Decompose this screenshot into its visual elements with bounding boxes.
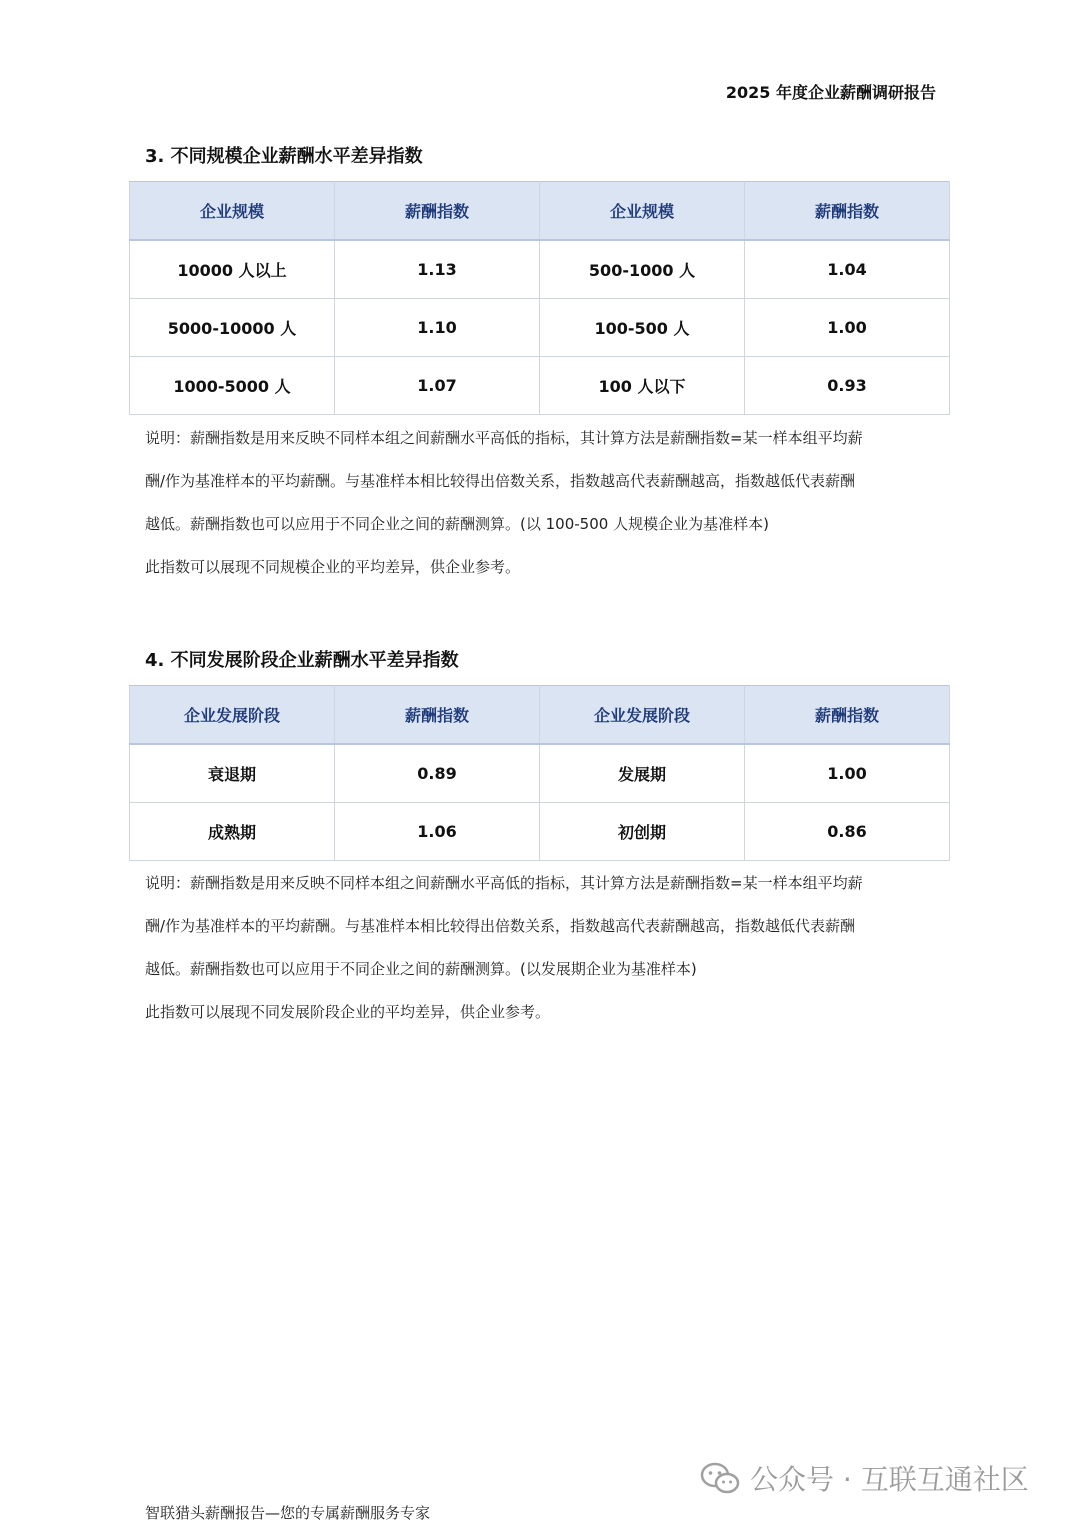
table-cell: 1.00 (745, 299, 950, 357)
note-line: 酬/作为基准样本的平均薪酬。与基准样本相比较得出倍数关系，指数越高代表薪酬越高，指数越低代表薪酬 (145, 472, 856, 490)
note-line: 说明：薪酬指数是用来反映不同样本组之间薪酬水平高低的指标，其计算方法是薪酬指数=某一样本组平均薪 (145, 429, 863, 447)
section-3-title: 3. 不同规模企业薪酬水平差异指数 (145, 146, 423, 167)
table-cell: 100-500 人 (540, 299, 745, 357)
column-header: 企业规模 (130, 182, 335, 241)
column-header: 薪酬指数 (335, 686, 540, 745)
table-cell: 1.10 (335, 299, 540, 357)
table-cell: 0.93 (745, 357, 950, 415)
table-cell: 1.13 (335, 240, 540, 299)
page-footer: 智联猎头薪酬报告—您的专属薪酬服务专家 (145, 1504, 431, 1522)
watermark (700, 1458, 1029, 1498)
note-line: 酬/作为基准样本的平均薪酬。与基准样本相比较得出倍数关系，指数越高代表薪酬越高，指数越低代表薪酬 (145, 917, 856, 935)
column-header: 企业发展阶段 (130, 686, 335, 745)
note-line: 越低。薪酬指数也可以应用于不同企业之间的薪酬测算。(以 100-500 人规模企业为基准样本) (145, 515, 769, 533)
table-header-row (130, 182, 950, 241)
column-header: 薪酬指数 (745, 686, 950, 745)
section-4-title: 4. 不同发展阶段企业薪酬水平差异指数 (145, 650, 459, 671)
table-cell: 1.04 (745, 240, 950, 299)
table-cell: 1000-5000 人 (130, 357, 335, 415)
section-3-note (145, 417, 935, 589)
table-cell: 初创期 (540, 803, 745, 861)
table-cell: 1.06 (335, 803, 540, 861)
column-header: 薪酬指数 (335, 182, 540, 241)
table-cell: 100 人以下 (540, 357, 745, 415)
section-4-note (145, 862, 935, 1034)
table-row (130, 744, 950, 803)
column-header: 薪酬指数 (745, 182, 950, 241)
table-cell: 500-1000 人 (540, 240, 745, 299)
wechat-icon (700, 1461, 740, 1495)
table-cell: 0.89 (335, 744, 540, 803)
table-cell: 1.00 (745, 744, 950, 803)
note-line: 越低。薪酬指数也可以应用于不同企业之间的薪酬测算。(以发展期企业为基准样本) (145, 960, 697, 978)
table-row (130, 803, 950, 861)
table-row (130, 299, 950, 357)
note-line: 说明：薪酬指数是用来反映不同样本组之间薪酬水平高低的指标，其计算方法是薪酬指数=某一样本组平均薪 (145, 874, 863, 892)
table-cell: 1.07 (335, 357, 540, 415)
page-header-title: 2025 年度企业薪酬调研报告 (725, 83, 936, 102)
column-header: 企业规模 (540, 182, 745, 241)
table-row (130, 357, 950, 415)
table-cell: 0.86 (745, 803, 950, 861)
development-stage-index-table (129, 685, 950, 861)
table-cell: 5000-10000 人 (130, 299, 335, 357)
column-header: 企业发展阶段 (540, 686, 745, 745)
table-cell: 成熟期 (130, 803, 335, 861)
table-cell: 衰退期 (130, 744, 335, 803)
company-size-index-table (129, 181, 950, 415)
table-cell: 10000 人以上 (130, 240, 335, 299)
table-cell: 发展期 (540, 744, 745, 803)
note-line: 此指数可以展现不同发展阶段企业的平均差异，供企业参考。 (145, 1003, 551, 1021)
table-row (130, 240, 950, 299)
note-line: 此指数可以展现不同规模企业的平均差异，供企业参考。 (145, 558, 521, 576)
watermark-text: 公众号 · 互联互通社区 (750, 1463, 1029, 1496)
table-header-row (130, 686, 950, 745)
